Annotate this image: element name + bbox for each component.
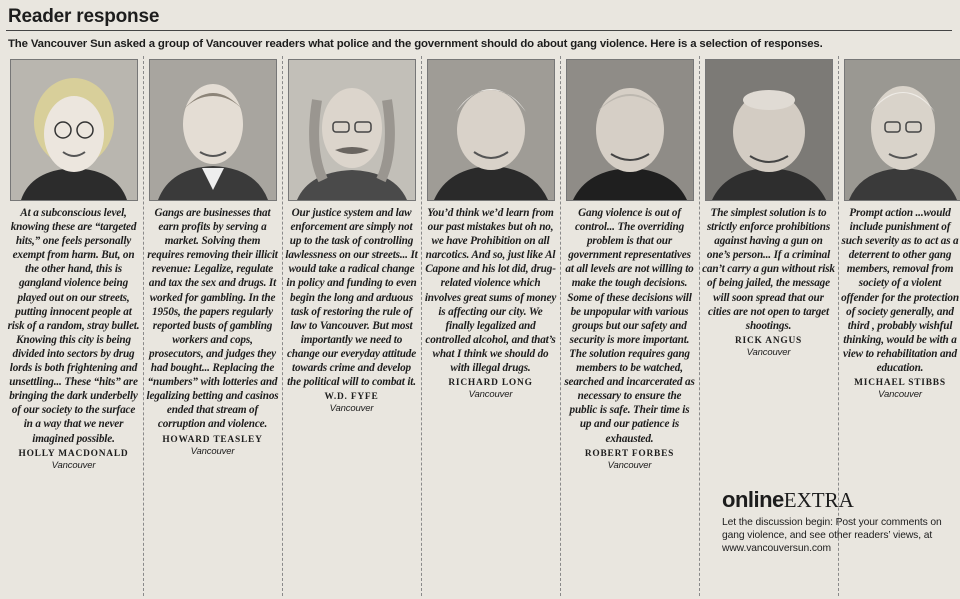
logo-online-text: online: [722, 487, 784, 512]
respondent-city: Vancouver: [329, 403, 374, 415]
respondent-city: Vancouver: [190, 445, 235, 457]
portrait-photo: [844, 59, 960, 201]
respondent-name: HOWARD TEASLEY: [162, 434, 263, 445]
portrait-photo: [705, 59, 833, 201]
portrait-photo: [10, 59, 138, 201]
page-title: Reader response: [8, 6, 160, 27]
quote-text: Prompt action ...would include punishment of such severity as to act as a deterrent to other gang members, removal from society of a violent offender for the protection of society generally, and third , probably wishful thinking, would be with a view to rehabilitation and education.: [841, 207, 959, 375]
online-extra-text: Let the discussion begin: Post your comments on gang violence, and see other readers’ views, at www.vancouversun.com: [722, 517, 942, 555]
quote-text: Our justice system and law enforcement are simply not up to the task of controlling lawlessness on our streets... It would take a radical change in policy and funding to even begin the long and arduous task of restoring the rule of law to Vancouver. But most importantly we need to change our everyday attitude towards crime and develop the political will to combat it.: [285, 207, 418, 389]
response-quote: [563, 206, 696, 472]
respondent-name: RICK ANGUS: [734, 335, 803, 346]
response-quote: [841, 206, 959, 401]
response-quote: [7, 206, 140, 472]
quote-text: Gang violence is out of control... The overriding problem is that our government representatives at all levels are not willing to make the tough decisions. Some of these decisions will be unpopular with various groups but our safety and security is more important. The solution requires gang members to be watched, searched and incarcerated as necessary to ensure the public is safe. Their time is up and our patience is exhausted.: [564, 207, 695, 445]
response-quote: [702, 206, 835, 359]
portrait-photo: [288, 59, 416, 201]
response-quote: [424, 206, 557, 401]
online-extra-logo: [722, 488, 952, 512]
logo-extra-text: EXTRA: [783, 488, 854, 512]
respondent-name: ROBERT FORBES: [584, 448, 675, 459]
portrait-photo: [427, 59, 555, 201]
portrait-photo: [566, 59, 694, 201]
respondent-city: Vancouver: [51, 459, 96, 471]
respondent-name: RICHARD LONG: [448, 378, 533, 389]
respondent-name: HOLLY MACDONALD: [18, 448, 129, 459]
response-quote: [285, 206, 418, 415]
online-extra-box: [722, 488, 952, 556]
respondent-city: Vancouver: [607, 459, 652, 471]
response-column: [283, 56, 420, 596]
respondent-city: Vancouver: [878, 389, 922, 401]
response-column: [5, 56, 142, 596]
respondent-city: Vancouver: [746, 346, 791, 358]
respondent-name: W.D. FYFE: [324, 392, 379, 403]
header-divider: [6, 30, 952, 31]
portrait-photo: [149, 59, 277, 201]
quote-text: The simplest solution is to strictly enforce prohibitions against having a gun on one’s person... If a criminal can’t carry a gun without risk of being jailed, the message will soon spread that our cities are not open to target shootings.: [702, 207, 835, 332]
respondent-name: MICHAEL STIBBS: [854, 378, 946, 389]
page-subtitle: The Vancouver Sun asked a group of Vancouver readers what police and the government should do about gang violence. Here is a selection of responses.: [8, 38, 823, 50]
response-column: [144, 56, 281, 596]
response-column: [422, 56, 559, 596]
quote-text: At a subconscious level, knowing these are “targeted hits,” one feels personally exempt from harm. But, on the other hand, this is gangland violence being played out on our streets, putting innocent people at risk of a random, stray bullet. Knowing this city is being divided into sectors by drug lords is both frightening and unsettling... These “hits” are bringing the dark underbelly of our society to the surface in a way that we never imagined possible.: [7, 207, 140, 445]
quote-text: Gangs are businesses that earn profits by serving a market. Solving them requires removing their illicit revenue: Legalize, regulate and tax the sex and drugs. It worked for gambling. In the 1950s, the papers regularly reported busts of gambling workers and cops, prosecutors, and judges they had bought... Replacing the “numbers” with lotteries and legalizing betting and casinos ended that stream of corruption and violence.: [146, 207, 279, 431]
quote-text: You’d think we’d learn from our past mistakes but oh no, we have Prohibition on all narcotics. And so, just like Al Capone and his lot did, drug-related violence which involves great sums of money is affecting our city. We finally legalized and controlled alcohol, and that’s what I think we should do with illegal drugs.: [424, 207, 557, 375]
response-column: [561, 56, 698, 596]
respondent-city: Vancouver: [468, 389, 513, 401]
response-quote: [146, 206, 279, 458]
